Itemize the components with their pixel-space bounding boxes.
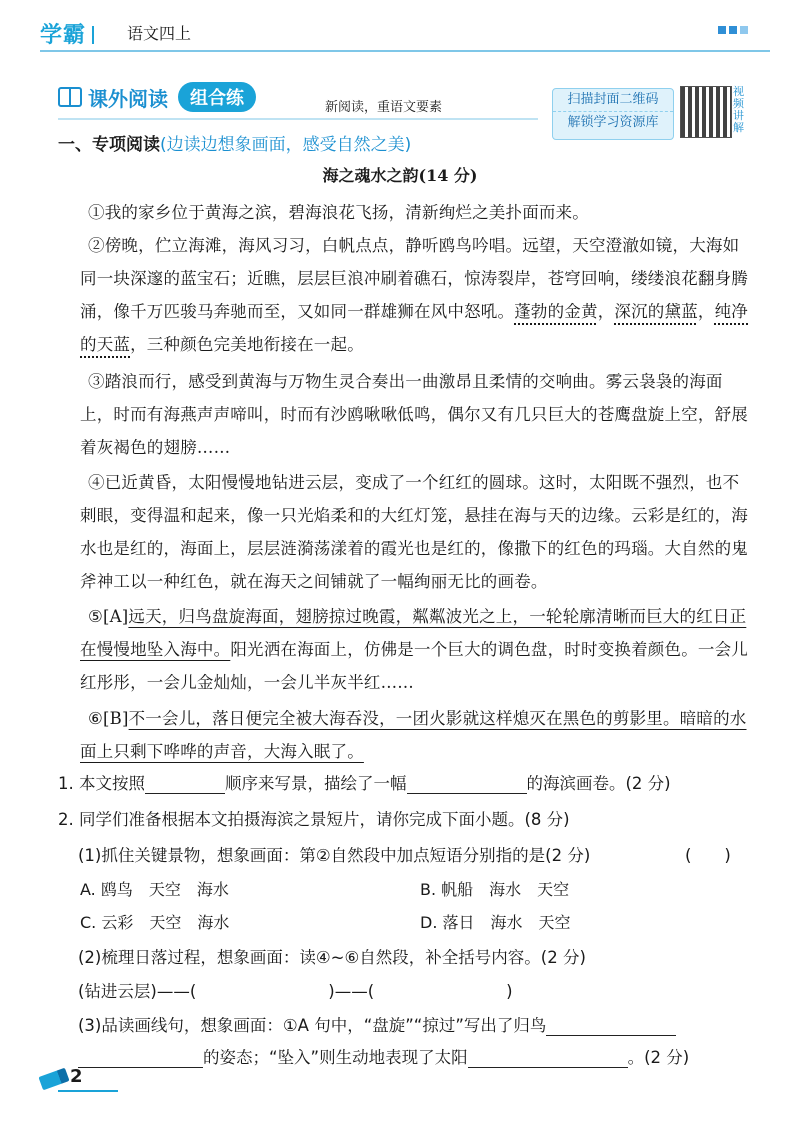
header-divider bbox=[40, 50, 770, 52]
banner-title: 课外阅读 bbox=[88, 86, 168, 111]
option-d[interactable]: D. 落日 海水 天空 bbox=[420, 913, 571, 932]
qr-code-icon[interactable] bbox=[680, 86, 732, 138]
footer-line bbox=[58, 1090, 118, 1092]
paragraph-1: ①我的家乡位于黄海之滨，碧海浪花飞扬，清新绚烂之美扑面而来。 bbox=[88, 203, 589, 222]
scan-qr-box bbox=[552, 88, 674, 140]
book-icon bbox=[58, 87, 82, 107]
option-c[interactable]: C. 云彩 天空 海水 bbox=[80, 913, 230, 932]
section-hint: (边读边想象画面，感受自然之美) bbox=[160, 135, 412, 155]
scan-line-2: 解锁学习资源库 bbox=[553, 111, 673, 134]
question-2-2-answer-line[interactable]: (钻进云层)——( )——( ) bbox=[78, 982, 513, 1001]
section-title: 一、专项阅读(边读边想象画面，感受自然之美) bbox=[58, 135, 412, 155]
dotted-phrase-1: 蓬勃的金黄 bbox=[514, 302, 598, 321]
pencil-icon bbox=[38, 1068, 69, 1091]
option-a[interactable]: A. 鸥鸟 天空 海水 bbox=[80, 880, 229, 899]
book-subject: 语文四上 bbox=[127, 24, 192, 43]
blank-1[interactable] bbox=[145, 774, 225, 794]
question-2-3-cont: 的姿态；“坠入”则生动地表现了太阳 。(2 分) bbox=[78, 1044, 689, 1068]
option-b[interactable]: B. 帆船 海水 天空 bbox=[420, 880, 570, 899]
brand-logo: 学霸 bbox=[40, 18, 100, 49]
question-1: 1. 本文按照 顺序来写景，描绘了一幅 的海滨画卷。(2 分) bbox=[58, 774, 671, 793]
header-dots bbox=[718, 26, 748, 34]
question-2-3: (3)品读画线句，想象画面：①A 句中，“盘旋”“掠过”写出了归鸟 bbox=[78, 1012, 676, 1036]
question-2-1: (1)抓住关键景物，想象画面：第②自然段中加点短语分别指的是(2 分) bbox=[78, 846, 591, 865]
question-2: 2. 同学们准备根据本文拍摄海滨之景短片，请你完成下面小题。(8 分) bbox=[58, 810, 570, 829]
qr-label: 视频讲解 bbox=[733, 85, 744, 134]
paragraph-5: ⑤[A]远天，归鸟盘旋海面，翅膀掠过晚霞，粼粼波光之上，一轮轮廓清晰而巨大的红日正在慢慢地坠入海中。阳光洒在海面上，仿佛是一个巨大的调色盘，时时变换着颜色。一会儿红彤彤，一会儿金灿灿，一会儿半灰半红…… bbox=[80, 607, 749, 692]
paragraph-3: ③踏浪而行，感受到黄海与万物生灵合奏出一曲激昂且柔情的交响曲。雾云袅袅的海面上，时而有海燕声声啼叫，时而有沙鸥啾啾低鸣，偶尔又有几只巨大的苍鹰盘旋上空，舒展着灰褐色的翅膀…… bbox=[80, 372, 748, 457]
blank-5[interactable] bbox=[468, 1048, 628, 1068]
underlined-sentence-b: 不一会儿，落日便完全被大海吞没，一团火影就这样熄灭在黑色的剪影里。暗暗的水面上只剩下哗哗的声音，大海入眠了。 bbox=[80, 709, 747, 761]
blank-3[interactable] bbox=[546, 1016, 676, 1036]
question-2-2: (2)梳理日落过程，想象画面：读④~⑥自然段，补全括号内容。(2 分) bbox=[78, 948, 586, 967]
blank-2[interactable] bbox=[407, 774, 527, 794]
logo-divider bbox=[92, 26, 94, 44]
paragraph-2: ②傍晚，伫立海滩，海风习习，白帆点点，静听鸥鸟吟唱。远望，天空澄澈如镜，大海如同一块深邃的蓝宝石；近瞧，层层巨浪冲刷着礁石，惊涛裂岸，苍穹回响，缕缕浪花翻身腾涌，像千万匹骏马奔驰而至，又如同一群雄狮在风中怒吼。蓬勃的金黄，深沉的黛蓝，纯净的天蓝，三种颜色完美地衔接在一起。 bbox=[80, 236, 749, 354]
blank-4[interactable] bbox=[78, 1048, 203, 1068]
banner-subtitle: 新阅读，重语文要素 bbox=[325, 100, 443, 115]
paragraph-4: ④已近黄昏，太阳慢慢地钻进云层，变成了一个红红的圆球。这时，太阳既不强烈，也不刺眼，变得温和起来，像一只光焰柔和的大红灯笼，悬挂在海与天的边缘。云彩是红的，海水也是红的，海面上，层层涟漪荡漾着的霞光也是红的，像撒下的红色的玛瑙。大自然的鬼斧神工以一种红色，就在海天之间铺就了一幅绚丽无比的画卷。 bbox=[80, 473, 748, 591]
scan-line-1: 扫描封面二维码 bbox=[567, 92, 659, 107]
dotted-phrase-2: 深沉的黛蓝 bbox=[614, 302, 698, 321]
section-banner bbox=[58, 82, 256, 112]
paragraph-6: ⑥[B]不一会儿，落日便完全被大海吞没，一团火影就这样熄灭在黑色的剪影里。暗暗的水面上只剩下哗哗的声音，大海入眠了。 bbox=[80, 709, 747, 761]
underlined-sentence-a: 远天，归鸟盘旋海面，翅膀掠过晚霞，粼粼波光之上，一轮轮廓清晰而巨大的红日正在慢慢地坠入海中。 bbox=[80, 607, 747, 659]
article-title: 海之魂水之韵(14 分) bbox=[322, 166, 478, 185]
page-number: 2 bbox=[70, 1066, 83, 1087]
banner-underline bbox=[58, 118, 538, 120]
answer-paren[interactable]: ( ) bbox=[685, 846, 731, 865]
dotted-phrase-3: 纯净的天蓝 bbox=[80, 302, 749, 354]
banner-pill: 组合练 bbox=[178, 82, 256, 112]
